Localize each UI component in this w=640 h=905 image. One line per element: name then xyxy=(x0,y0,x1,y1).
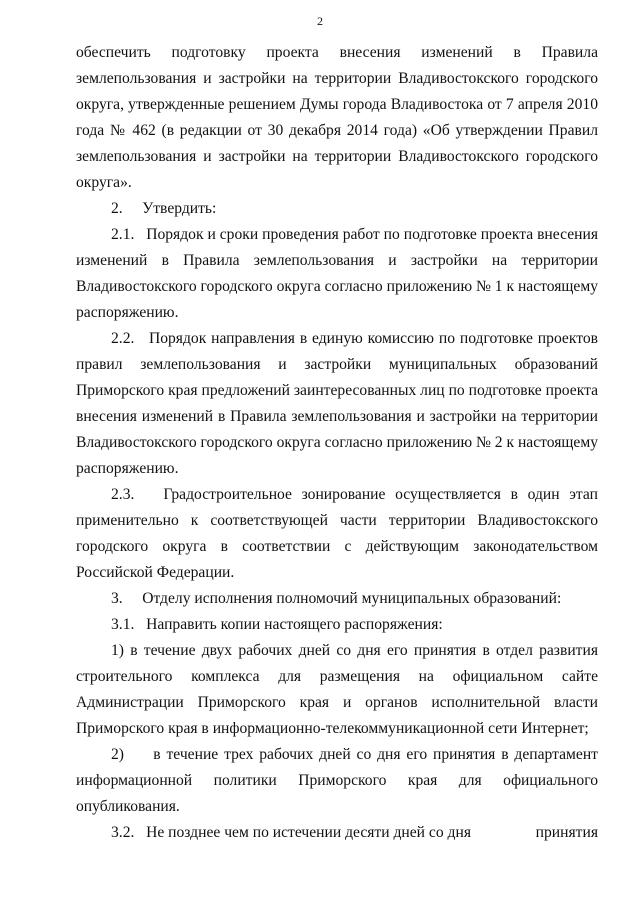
paragraph-3-2 xyxy=(76,820,598,846)
paragraph-3-1-item-2: 2) в течение трех рабочих дней со дня его принятия в департамент информационной политики Приморского края для официального опубликования. xyxy=(76,746,598,815)
paragraph-3: 3. Отделу исполнения полномочий муниципальных образований: xyxy=(111,590,562,607)
paragraph-2-1: 2.1. Порядок и сроки проведения работ по подготовке проекта внесения изменений в Правила землепользования и застройки на территории Владивостокского городского округа согласно приложению № 1 к настоящему распоряжению. xyxy=(76,226,599,321)
paragraph-2-3: 2.3. Градостроительное зонирование осуществляется в один этап применительно к соответствующей части территории Владивостокского городского округа в соответствии с действующим законодательством Российской Федерации. xyxy=(76,486,598,581)
paragraph-3-2-right: принятия xyxy=(535,824,598,841)
paragraph-2: 2. Утвердить: xyxy=(111,200,217,217)
paragraph-1-continuation: обеспечить подготовку проекта внесения изменений в Правила землепользования и застройки на территории Владивостокского городского округа, утвержденные решением Думы города Владивостока от 7 апреля 2010 года № 462 (в редакции от 30 декабря 2014 года) «Об утверждении Правил землепользования и застройки на территории Владивостокского городского округа». xyxy=(76,44,598,191)
paragraph-3-2-left: 3.2. Не позднее чем по истечении десяти дней со дня xyxy=(111,824,471,841)
page-number: 2 xyxy=(317,14,323,28)
document-body xyxy=(76,40,598,846)
paragraph-3-1-item-1: 1) в течение двух рабочих дней со дня его принятия в отдел развития строительного комплекса для размещения на официальном сайте Администрации Приморского края и органов исполнительной власти Приморского края в информационно-телекоммуникационной сети Интернет; xyxy=(76,642,598,737)
paragraph-2-2: 2.2. Порядок направления в единую комиссию по подготовке проектов правил землепользования и застройки муниципальных образований Приморского края предложений заинтересованных лиц по подготовке проекта внесения изменений в Правила землепользования и застройки на территории Владивостокского городского округа согласно приложению № 2 к настоящему распоряжению. xyxy=(76,330,599,477)
paragraph-3-1: 3.1. Направить копии настоящего распоряжения: xyxy=(111,616,443,633)
